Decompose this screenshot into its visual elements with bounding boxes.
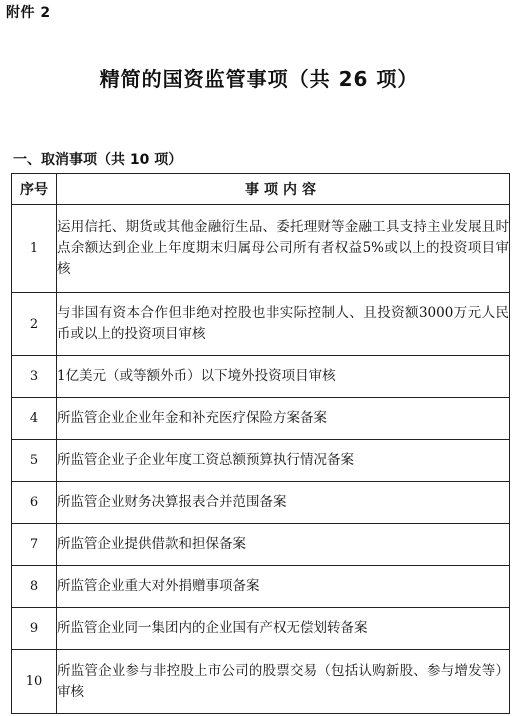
header-number: 序号 (12, 174, 57, 205)
table-row (12, 398, 510, 440)
attachment-label: 附件 2 (6, 5, 51, 21)
row-content: 所监管企业同一集团内的企业国有产权无偿划转备案 (57, 608, 510, 650)
section-heading: 一、取消事项（共 10 项） (13, 152, 183, 168)
row-number: 7 (12, 524, 57, 566)
row-content: 所监管企业子企业年度工资总额预算执行情况备案 (57, 440, 510, 482)
table-row (12, 356, 510, 398)
row-number: 6 (12, 482, 57, 524)
row-number: 2 (12, 293, 57, 356)
table-row (12, 608, 510, 650)
row-content: 与非国有资本合作但非绝对控股也非实际控制人、且投资额3000万元人民币或以上的投资项目审核 (57, 293, 510, 356)
row-number: 4 (12, 398, 57, 440)
table-row (12, 482, 510, 524)
items-table (11, 173, 510, 714)
table-row (12, 440, 510, 482)
table-row (12, 566, 510, 608)
table-row (12, 524, 510, 566)
table-row (12, 293, 510, 356)
row-content: 所监管企业参与非控股上市公司的股票交易（包括认购新股、参与增发等）审核 (57, 650, 510, 714)
row-content: 所监管企业企业年金和补充医疗保险方案备案 (57, 398, 510, 440)
table-row (12, 650, 510, 714)
table-header-row (12, 174, 510, 205)
row-number: 8 (12, 566, 57, 608)
row-content: 所监管企业提供借款和担保备案 (57, 524, 510, 566)
table-row (12, 205, 510, 293)
document-title: 精简的国资监管事项（共 26 项） (99, 67, 419, 91)
row-content: 运用信托、期货或其他金融衍生品、委托理财等金融工具支持主业发展且时点余额达到企业上年度期末归属母公司所有者权益5%或以上的投资项目审核 (57, 205, 510, 293)
row-content: 所监管企业重大对外捐赠事项备案 (57, 566, 510, 608)
row-content: 1亿美元（或等额外币）以下境外投资项目审核 (57, 356, 510, 398)
header-content: 事项内容 (57, 174, 510, 205)
row-number: 5 (12, 440, 57, 482)
row-number: 1 (12, 205, 57, 293)
row-number: 10 (12, 650, 57, 714)
row-number: 3 (12, 356, 57, 398)
row-content: 所监管企业财务决算报表合并范围备案 (57, 482, 510, 524)
row-number: 9 (12, 608, 57, 650)
